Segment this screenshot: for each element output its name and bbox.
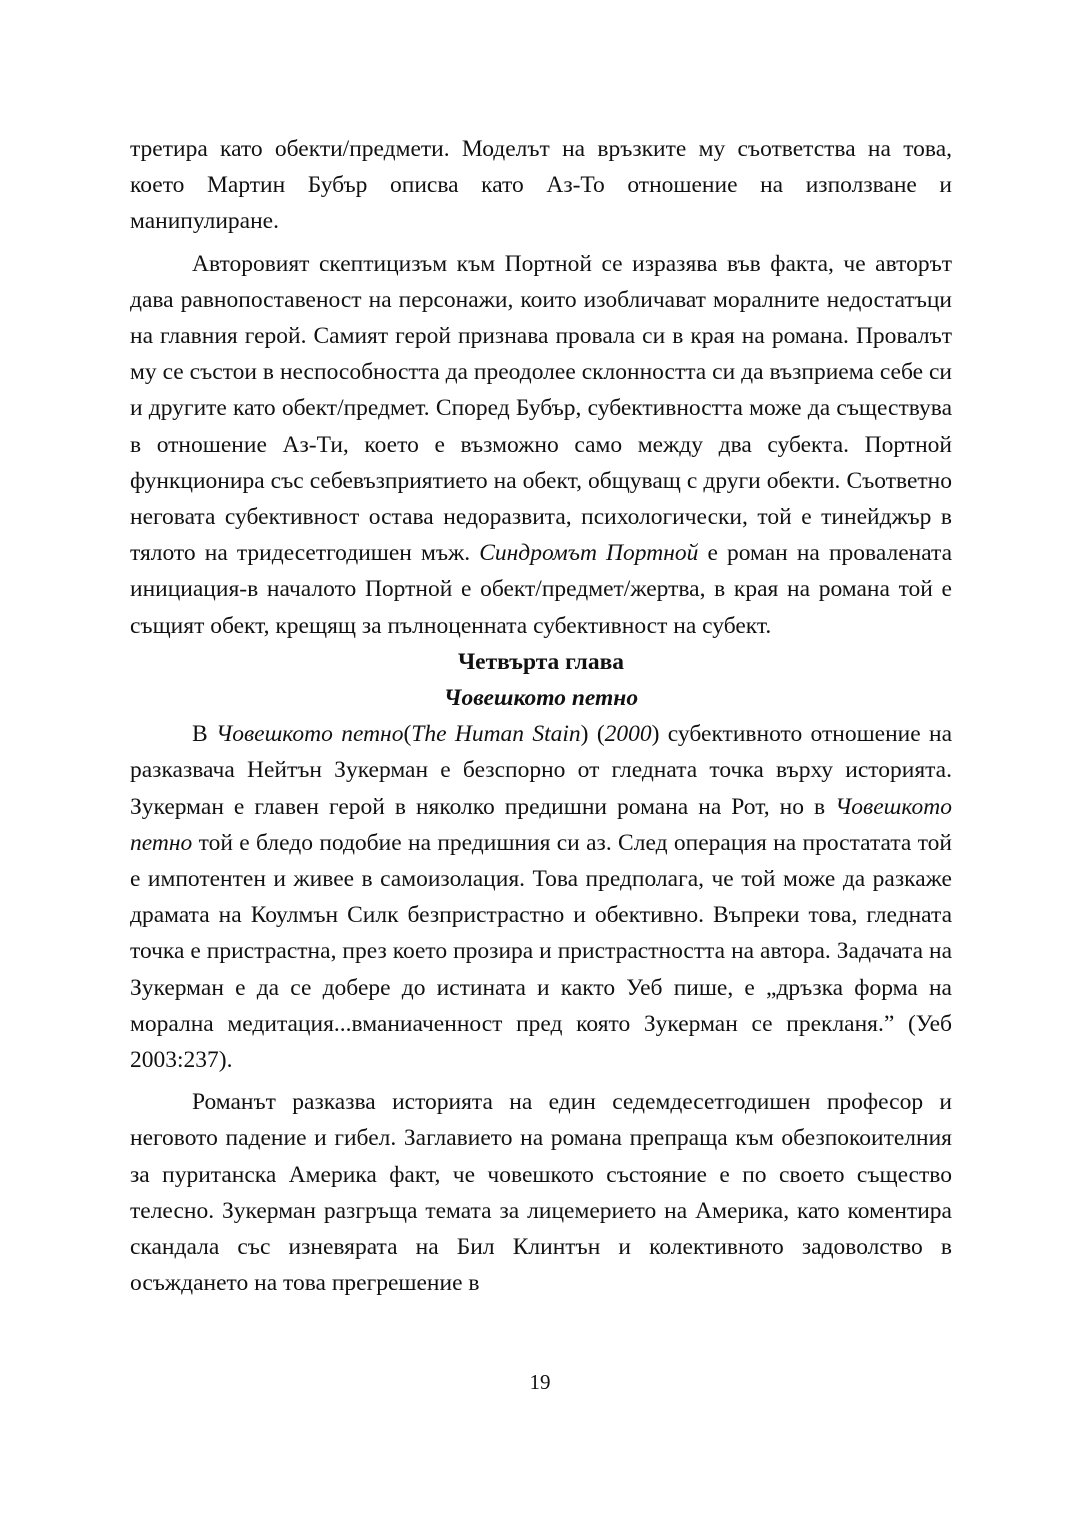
publication-year: 2000 — [604, 721, 652, 748]
chapter-heading: Четвърта глава — [457, 648, 625, 675]
chapter-subtitle: Човешкото петно — [443, 685, 639, 712]
book-title-human-stain: Човешкото петно — [216, 721, 404, 748]
paragraph-2-text-b: е роман на провалената инициация-в началото Портной е обект/предмет/жертва, в края на романа той е същият обект, крещящ за пълноценната субективност на субект. — [130, 540, 953, 639]
paragraph-2-text-a: Авторовият скептицизъм към Портной се изразява във факта, че авторът дава равнопоставеност на персонажи, които изобличават моралните недостатъци на главния герой. Самият герой признава провала си в края на романа. Провалът му се състои в неспособността да преодолее склонността си да възприема себе си и другите като обект/предмет. Според Бубър, субективността може да съществува в отношение Аз-Ти, което е възможно само между два субекта. Портной функционира със себевъзприятието на обект, общуващ с други обекти. Съответно неговата субективност остава недоразвита, психологически, той е тинейджър в тялото на тридесетгодишен мъж. — [130, 250, 952, 567]
paragraph-3-t1: В — [192, 721, 216, 748]
paragraph-3 — [130, 716, 952, 1078]
book-title-portnoy: Синдромът Портной — [479, 540, 699, 567]
paragraph-1: третира като обекти/предмети. Моделът на връзките му съответства на това, което Мартин Бубър описва като Аз-То отношение на използване и манипулиране. — [130, 136, 952, 235]
book-title-english: The Human Stain — [411, 721, 581, 748]
paragraph-2 — [130, 246, 952, 644]
page-body — [130, 131, 952, 1302]
paragraph-3-t2: ( — [403, 721, 412, 748]
paragraph-4: Романът разказва историята на един седемдесетгодишен професор и неговото падение и гибел. Заглавието на романа препраща към обезпокоителния за пуританска Америка факт, че човешкото състояние е по своето същество телесно. Зукерман разгръща темата за лицемерието на Америка, като коментира скандала със изневярата на Бил Клинтън и колективното задоволство в осъждането на това прегрешение в — [130, 1089, 952, 1297]
page-number: 19 — [529, 1370, 551, 1394]
paragraph-3-t5: той е бледо подобие на предишния си аз. След операция на простатата той е импотентен и живее в самоизолация. Това предполага, че той може да разкаже драмата на Коулмън Силк безпристрастно и обективно. Въпреки това, гледната точка е пристрастна, през което прозира и пристрастността на автора. Задачата на Зукерман е да се добере до истината и както Уеб пише, е „дръзка форма на морална медитация...вманиаченност пред която Зукерман се прекланя.” (Уеб 2003:237). — [130, 829, 952, 1074]
book-title-human-stain-2: Човешкото петно — [130, 793, 952, 856]
paragraph-3-t3: ) ( — [580, 721, 605, 748]
paragraph-3-t4: ) субективното отношение на разказвача Нейтън Зукерман е безспорно от гледната точка върху историята. Зукерман е главен герой в няколко предишни романа на Рот, но в — [130, 721, 953, 820]
